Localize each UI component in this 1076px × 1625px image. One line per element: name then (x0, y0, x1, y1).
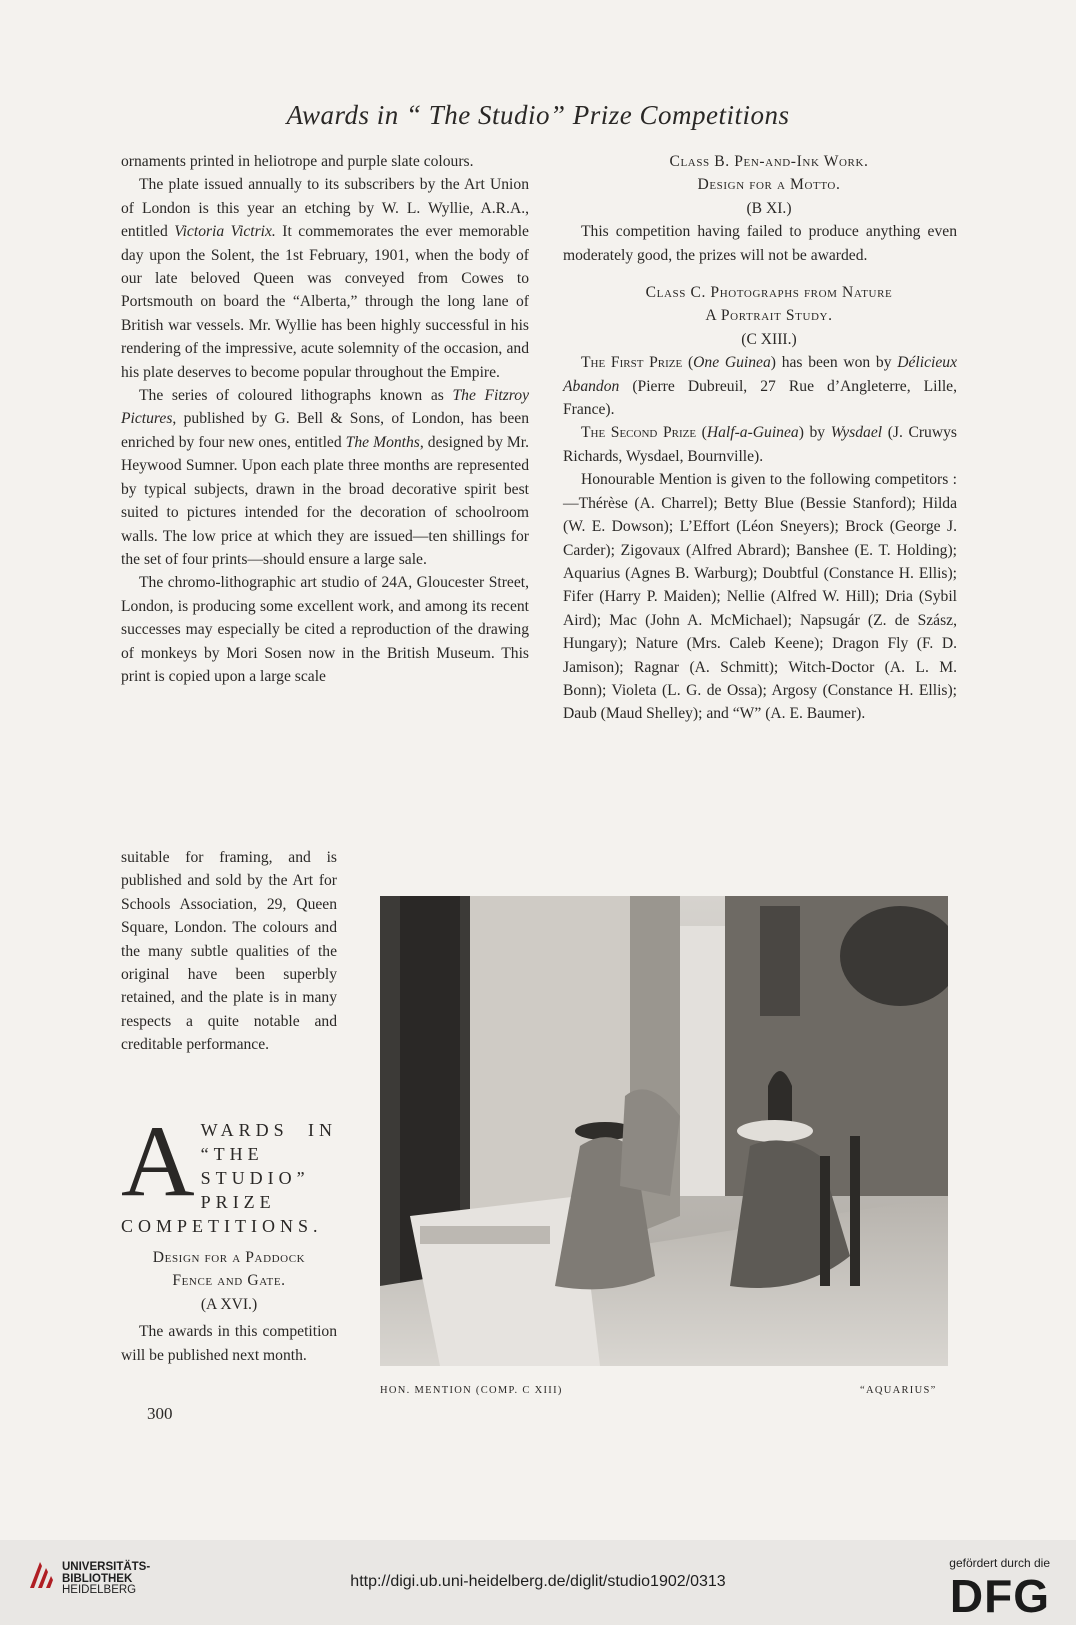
left-column (121, 150, 529, 688)
paddock-section (121, 1246, 337, 1367)
class-c-code: (C XIII.) (741, 330, 797, 348)
paddock-code: (A XVI.) (200, 1295, 258, 1313)
right-column (563, 150, 957, 726)
paragraph-chromo: The chromo-lithographic art studio of 24A, Gloucester Street, London, is producing some excellent work, and among its recent successes may especially be cited a reproduction of the drawing of monkeys by Mori Sosen now in the British Museum. This print is copied upon a large scale (121, 574, 529, 685)
paragraph-art-union: The plate issued annually to its subscribers by the Art Union of London is this year an etching by W. L. Wyllie, A.R.A., entitled Victoria Victrix. It commemorates the ever memorable day upon the Solent, the 1st February, 1901, when the body of our late beloved Queen was conveyed from Cowes to Portsmouth on board the “Alberta,” through the long lane of British war vessels. Mr. Wyllie has been highly successful in his rendering of the impressive, acute solemnity of the occasion, and his plate deserves to become popular throughout the Empire. (121, 176, 529, 381)
drop-cap: A (121, 1105, 195, 1218)
awards-heading (121, 1105, 337, 1238)
class-c-subtitle: A Portrait Study. (705, 307, 833, 325)
photo-caption-left: HON. MENTION (COMP. C XIII) (380, 1385, 563, 1396)
paragraph: ornaments printed in heliotrope and purple slate colours. (121, 153, 474, 170)
class-b-code: (B XI.) (746, 199, 792, 217)
photo-illustration (380, 896, 948, 1366)
photo-caption-right: “AQUARIUS” (860, 1385, 937, 1396)
running-header: Awards in “ The Studio” Prize Competitions (286, 100, 790, 130)
paragraph-fitzroy: The series of coloured lithographs known as The Fitzroy Pictures, published by G. Bell & Sons, of London, has been enriched by four new ones, entitled The Months, designed by Mr. Heywood Sumner. Upon each plate three months are represented by typical subjects, drawn in the broad decorative spirit best suited to pictures intended for the decoration of schoolroom walls. The low price at which they are issued—ten shillings for the set of four prints—should ensure a large sale. (121, 387, 529, 568)
paddock-title-2: Fence and Gate. (172, 1272, 286, 1290)
library-name: UNIVERSITÄTS- BIBLIOTHEK HEIDELBERG (62, 1561, 151, 1596)
page-number: 300 (147, 1404, 173, 1423)
class-b-subtitle: Design for a Motto. (697, 176, 841, 194)
dfg-logo: DFG (949, 1570, 1050, 1622)
left-narrow-column: suitable for framing, and is published and sold by the Art for Schools Association, 29, Queen Square, London. The colours and the many subtle qualities of the original have been superbly retained, and the plate is in many respects a quite notable and creditable performance. (121, 849, 337, 1054)
class-c-title: Class C. Photographs from Nature (645, 284, 893, 302)
funding-note: gefördert durch die (949, 1556, 1050, 1570)
honourable-mention: Honourable Mention is given to the following competitors :—Thérèse (A. Charrel); Betty Blue (Bessie Stanford); Hilda (W. E. Dowson); L’Effort (Léon Sneyers); Brock (George J. Carder); Zigovaux (Alfred Abrard); Banshee (E. T. Holding); Aquarius (Agnes B. Warburg); Doubtful (Constance H. Ellis); Fifer (Harry P. Maiden); Nellie (Alfred W. Hill); Dria (Sybil Aird); Mac (John A. McMichael); Napsugár (Z. de Szász, Hungary); Nature (Mrs. Caleb Keene); Dragon Fly (F. D. Jamison); Ragnar (A. Schmitt); Witch-Doctor (A. L. M. Bonn); Violeta (L. G. de Ossa); Argosy (Constance H. Ellis); Daub (Maud Shelley); and “W” (A. E. Baumer). (563, 471, 957, 723)
awards-heading-text: WARDS IN “THE STUDIO” PRIZE COMPETITIONS. (121, 1120, 337, 1236)
class-b-title: Class B. Pen-and-Ink Work. (669, 153, 869, 170)
paddock-title-1: Design for a Paddock (152, 1249, 306, 1266)
paddock-body: The awards in this competition will be published next month. (121, 1323, 337, 1364)
photograph-aquarius (380, 896, 948, 1366)
digitization-url[interactable]: http://digi.ub.uni-heidelberg.de/diglit/studio1902/0313 (350, 1573, 726, 1590)
second-prize: The Second Prize (Half-a-Guinea) by Wysdael (J. Cruwys Richards, Wysdael, Bournville). (563, 424, 957, 465)
first-prize: The First Prize (One Guinea) has been won by Délicieux Abandon (Pierre Dubreuil, 27 Rue d’Angleterre, Lille, France). (563, 354, 957, 419)
class-b-body: This competition having failed to produce anything even moderately good, the prizes will not be awarded. (563, 223, 957, 264)
